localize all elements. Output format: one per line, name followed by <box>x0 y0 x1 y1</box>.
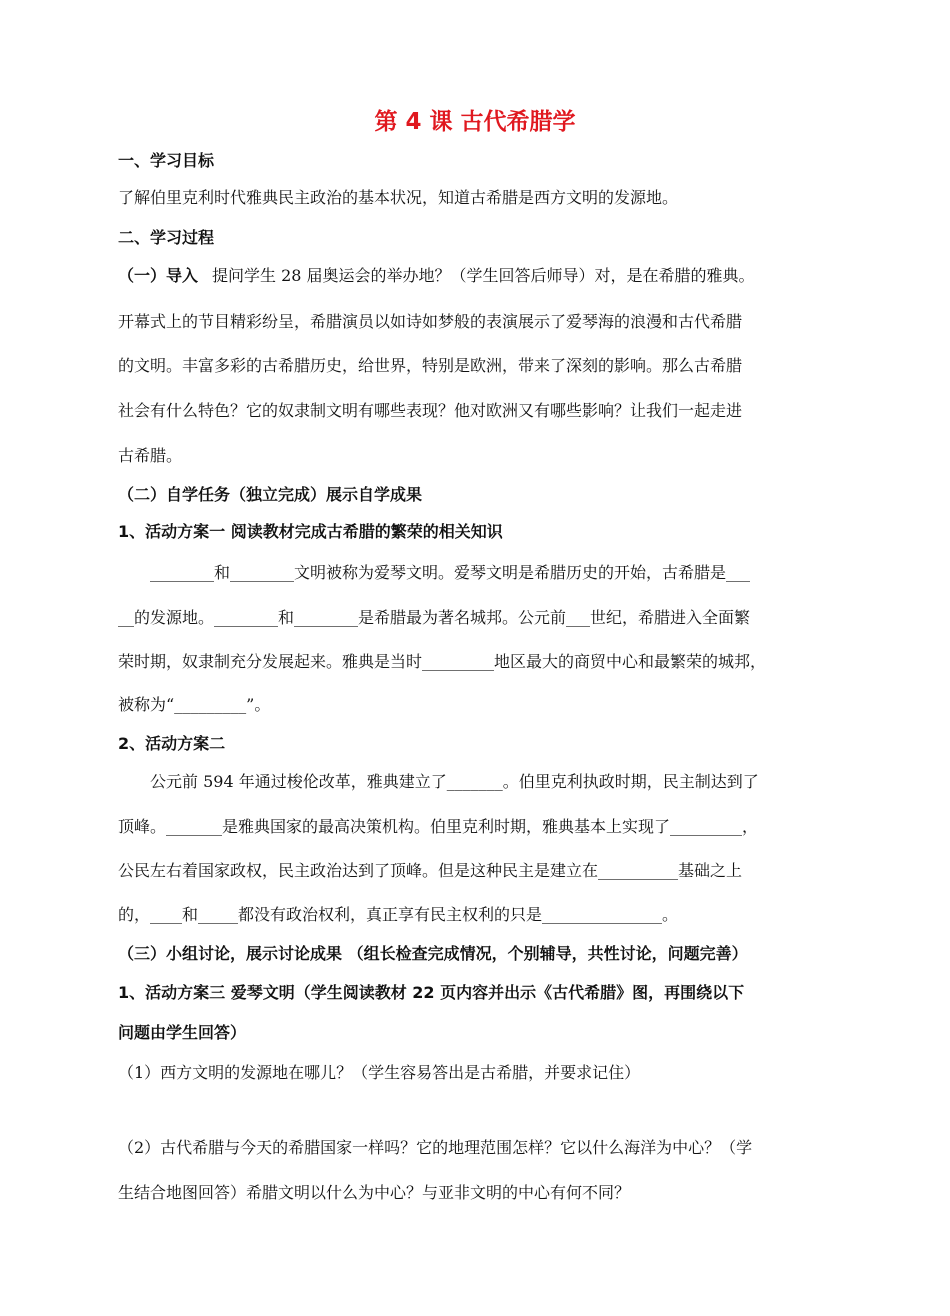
fill-blank-line: 公元前 594 年通过梭伦改革，雅典建立了_______。伯里克利执政时期，民主制达到了 <box>150 772 759 791</box>
intro-line: 提问学生 28 届奥运会的举办地？（学生回答后师导）对，是在希腊的雅典。 <box>212 266 755 285</box>
objectives-text: 了解伯里克利时代雅典民主政治的基本状况，知道古希腊是西方文明的发源地。 <box>118 188 679 207</box>
fill-blank-line: 的，____和_____都没有政治权利，真正享有民主权利的只是_______________。 <box>118 905 679 924</box>
self-study-heading: （二）自学任务（独立完成）展示自学成果 <box>118 485 423 504</box>
fill-blank-line: ________和________文明被称为爱琴文明。爱琴文明是希腊历史的开始，古希腊是___ <box>150 563 751 582</box>
section-heading-objectives: 一、学习目标 <box>118 151 215 170</box>
section-heading-process: 二、学习过程 <box>118 228 215 247</box>
intro-label: （一）导入 <box>118 266 199 285</box>
group-discussion-heading: （三）小组讨论，展示讨论成果 （组长检查完成情况，个别辅导，共性讨论，问题完善） <box>118 944 748 963</box>
intro-line: 社会有什么特色？它的奴隶制文明有哪些表现？他对欧洲又有哪些影响？让我们一起走进 <box>118 401 743 420</box>
fill-blank-line: 荣时期，奴隶制充分发展起来。雅典是当时_________地区最大的商贸中心和最繁荣的城邦， <box>118 652 767 671</box>
lesson-title: 第 4 课 古代希腊学 <box>374 109 576 135</box>
fill-blank-line: 公民左右着国家政权，民主政治达到了顶峰。但是这种民主是建立在__________基础之上 <box>118 861 743 880</box>
activity-plan-3-heading-continued: 问题由学生回答） <box>118 1023 247 1042</box>
fill-blank-line: 顶峰。_______是雅典国家的最高决策机构。伯里克利时期，雅典基本上实现了_________， <box>118 817 759 836</box>
intro-line: 古希腊。 <box>118 446 183 465</box>
fill-blank-line: 被称为“_________”。 <box>118 695 271 714</box>
intro-line: 开幕式上的节目精彩纷呈，希腊演员以如诗如梦般的表演展示了爱琴海的浪漫和古代希腊 <box>118 312 743 331</box>
question-1: （1）西方文明的发源地在哪儿？（学生容易答出是古希腊，并要求记住） <box>118 1063 641 1082</box>
intro-first-line <box>118 265 840 287</box>
fill-blank-line: __的发源地。________和________是希腊最为著名城邦。公元前___世纪，希腊进入全面繁 <box>118 608 751 627</box>
intro-line: 的文明。丰富多彩的古希腊历史，给世界，特别是欧洲，带来了深刻的影响。那么古希腊 <box>118 356 743 375</box>
activity-plan-1-heading: 1、活动方案一 阅读教材完成古希腊的繁荣的相关知识 <box>118 522 503 541</box>
question-2-line: （2）古代希腊与今天的希腊国家一样吗？它的地理范围怎样？它以什么海洋为中心？（学 <box>118 1138 753 1157</box>
activity-plan-3-heading: 1、活动方案三 爱琴文明（学生阅读教材 22 页内容并出示《古代希腊》图，再围绕以下 <box>118 983 745 1002</box>
question-2-line: 生结合地图回答）希腊文明以什么为中心？与亚非文明的中心有何不同？ <box>118 1183 631 1202</box>
activity-plan-2-heading: 2、活动方案二 <box>118 734 226 753</box>
